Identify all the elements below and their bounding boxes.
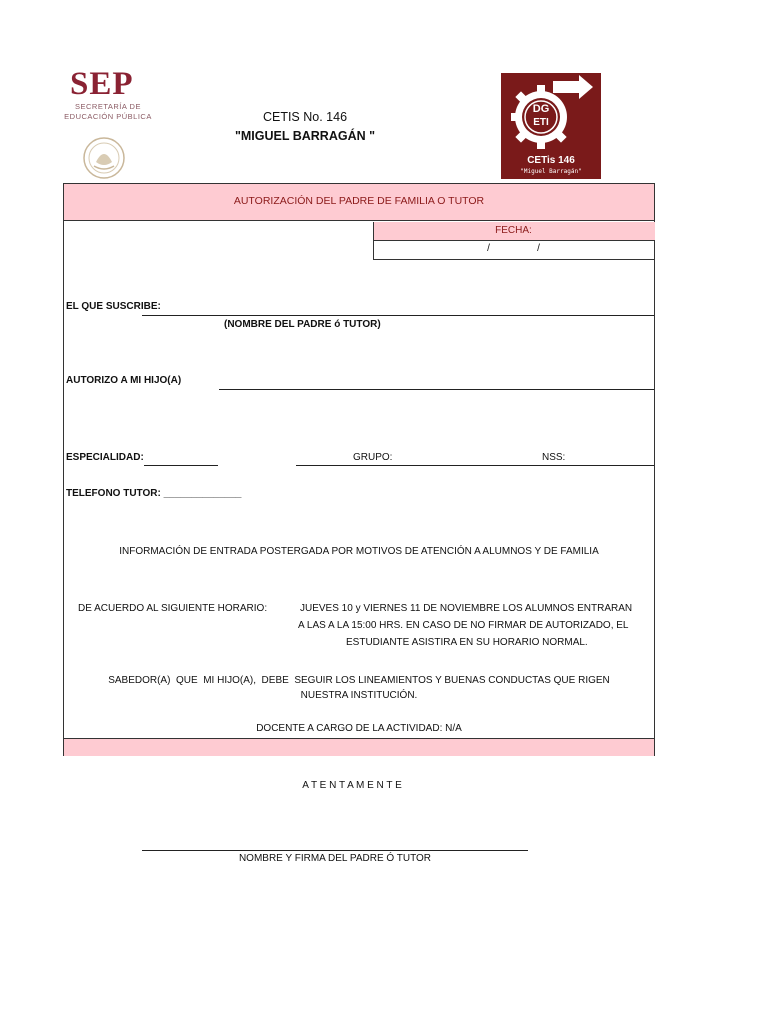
school-name-block xyxy=(210,108,400,146)
subscriber-label: EL QUE SUSCRIBE: xyxy=(66,301,161,312)
group-input-line[interactable] xyxy=(296,465,654,466)
signature-line[interactable] xyxy=(142,850,528,851)
form-bottom-bar xyxy=(64,738,654,756)
form-title: AUTORIZACIÓN DEL PADRE DE FAMILIA O TUTOR xyxy=(233,195,485,207)
info-heading: INFORMACIÓN DE ENTRADA POSTERGADA POR MOTIVOS DE ATENCIÓN A ALUMNOS Y DE FAMILIA xyxy=(119,546,599,557)
specialty-label: ESPECIALIDAD: xyxy=(66,452,144,463)
date-value: / / xyxy=(487,243,540,254)
sep-logo-word: SEP xyxy=(70,66,134,102)
national-seal-icon xyxy=(82,136,126,180)
subscriber-hint: (NOMBRE DEL PADRE ó TUTOR) xyxy=(224,319,381,330)
schedule-line-3: ESTUDIANTE ASISTIRA EN SU HORARIO NORMAL. xyxy=(346,637,588,648)
authorization-form xyxy=(63,183,655,756)
sep-logo xyxy=(60,66,160,184)
dgeti-letters-bottom: ETI xyxy=(533,117,549,128)
signature-label: NOMBRE Y FIRMA DEL PADRE Ó TUTOR xyxy=(238,853,432,864)
sep-logo-sub2: EDUCACIÓN PÚBLICA xyxy=(64,112,152,121)
schedule-line-2: A LAS A LA 15:00 HRS. EN CASO DE NO FIRMAR DE AUTORIZADO, EL xyxy=(298,620,629,631)
teacher-line: DOCENTE A CARGO DE LA ACTIVIDAD: N/A xyxy=(256,723,462,734)
closing-text: A T E N T A M E N T E xyxy=(302,780,402,791)
dgeti-letters-top: DG xyxy=(532,103,550,115)
phone-label: TELEFONO TUTOR: ______________ xyxy=(66,488,242,499)
school-name: CETIS No. 146 xyxy=(262,110,348,124)
dgeti-tagline: "Miguel Barragán" xyxy=(520,168,582,175)
dgeti-caption: CETis 146 xyxy=(527,155,575,166)
awareness-line-2: NUESTRA INSTITUCIÓN. xyxy=(300,690,418,701)
date-label: FECHA: xyxy=(495,225,532,236)
schedule-line-1: JUEVES 10 y VIERNES 11 DE NOVIEMBRE LOS ALUMNOS ENTRARAN xyxy=(300,603,633,614)
child-name-input-line[interactable] xyxy=(219,389,654,390)
group-label: GRUPO: xyxy=(353,452,393,463)
schedule-label: DE ACUERDO AL SIGUIENTE HORARIO: xyxy=(78,603,268,614)
specialty-input-line[interactable] xyxy=(144,465,218,466)
authorize-label: AUTORIZO A MI HIJO(A) xyxy=(66,375,182,386)
awareness-line-1: SABEDOR(A) QUE MI HIJO(A), DEBE SEGUIR LOS LINEAMIENTOS Y BUENAS CONDUCTAS QUE RIGEN xyxy=(108,675,610,686)
dgeti-logo xyxy=(501,73,601,179)
sep-logo-subtitle xyxy=(60,102,156,122)
nss-label: NSS: xyxy=(542,452,566,463)
school-nickname: "MIGUEL BARRAGÁN " xyxy=(234,129,376,143)
sep-logo-sub1: SECRETARÍA DE xyxy=(75,102,141,111)
subscriber-input-line[interactable] xyxy=(142,315,654,316)
